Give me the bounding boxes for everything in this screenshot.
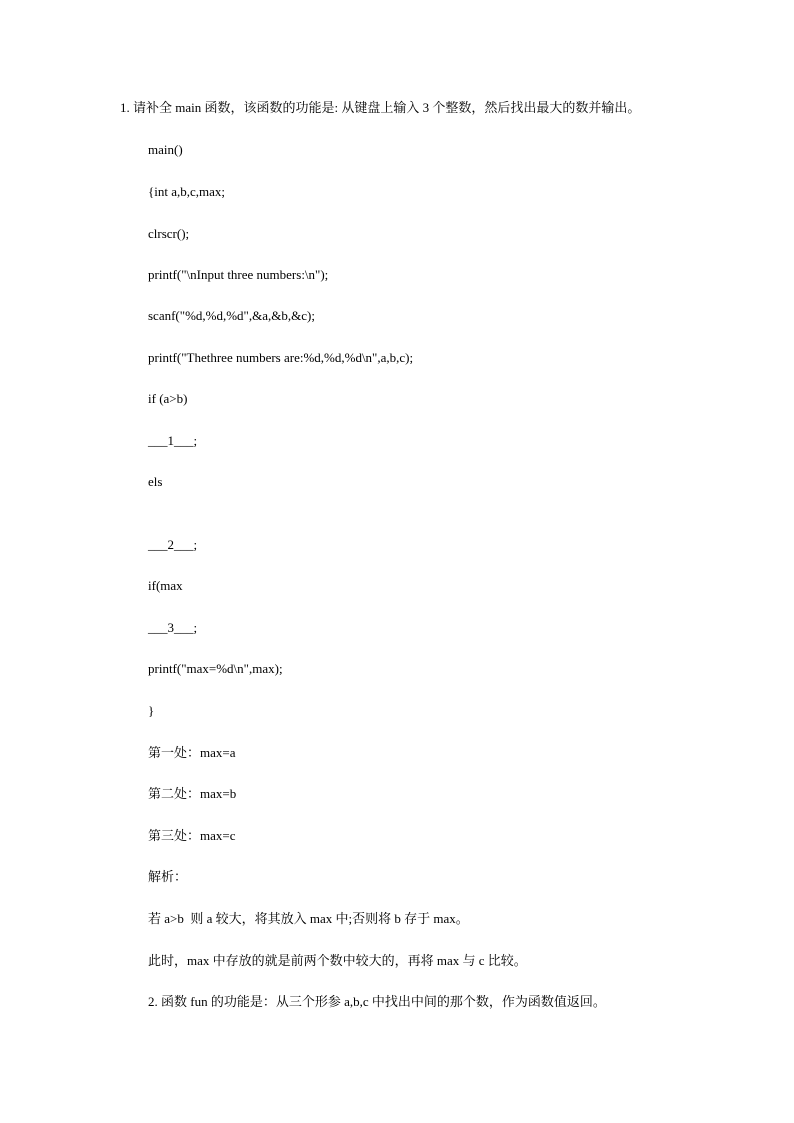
analysis-line: 若 a>b 则 a 较大，将其放入 max 中;否则将 b 存于 max。	[148, 911, 469, 926]
code-line: {int a,b,c,max;	[148, 184, 225, 199]
analysis-label: 解析：	[148, 869, 188, 884]
answer-2: 第二处：max=b	[148, 786, 237, 801]
code-line: clrscr();	[148, 226, 190, 241]
blank-3: ___3___;	[148, 620, 198, 635]
code-line: if(max	[148, 578, 183, 593]
answer-3: 第三处：max=c	[148, 828, 236, 843]
blank-2: ___2___;	[148, 537, 198, 552]
analysis-line: 此时，max 中存放的就是前两个数中较大的，再将 max 与 c 比较。	[148, 953, 527, 968]
code-line: printf("Thethree numbers are:%d,%d,%d\n",a,b,c);	[148, 350, 414, 365]
question-2-prompt: 2. 函数 fun 的功能是：从三个形参 a,b,c 中找出中间的那个数，作为函数值返回。	[148, 994, 606, 1009]
blank-1: ___1___;	[148, 433, 198, 448]
code-line: main()	[148, 142, 183, 157]
code-line: scanf("%d,%d,%d",&a,&b,&c);	[148, 308, 315, 323]
code-line: printf("max=%d\n",max);	[148, 661, 283, 676]
code-line: if (a>b)	[148, 391, 188, 406]
question-1-prompt: 1. 请补全 main 函数，该函数的功能是: 从键盘上输入 3 个整数，然后找出最大的数并输出。	[120, 100, 641, 115]
code-line: printf("\nInput three numbers:\n");	[148, 267, 329, 282]
code-line: els	[148, 474, 163, 489]
answer-1: 第一处：max=a	[148, 745, 236, 760]
code-line: }	[148, 703, 155, 718]
